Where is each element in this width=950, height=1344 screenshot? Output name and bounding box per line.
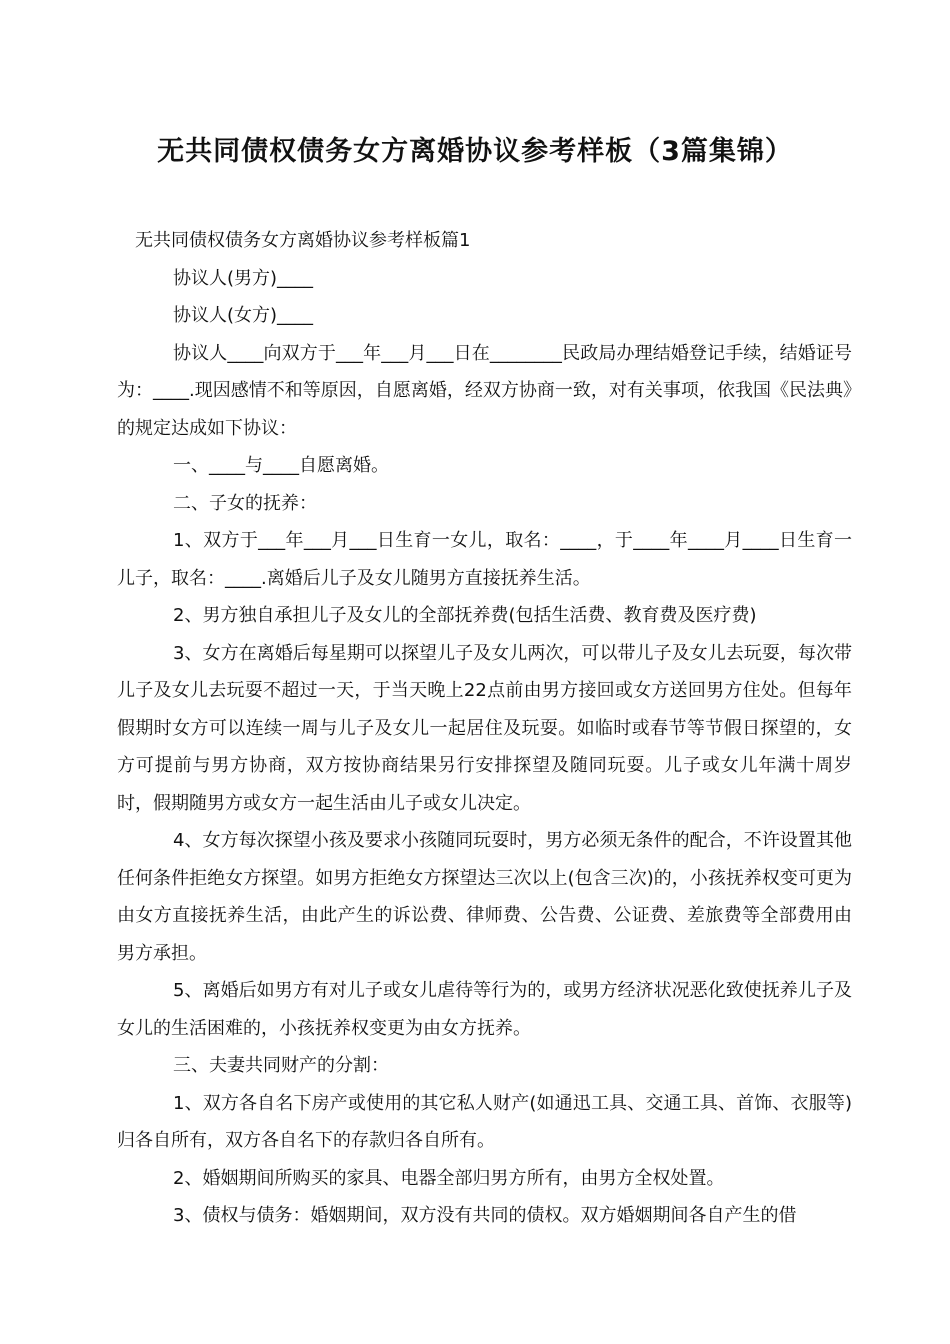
clause-3-item-1: 1、双方各自名下房产或使用的其它私人财产(如通迅工具、交通工具、首饰、衣服等)归各自所有，双方各自名下的存款归各自所有。 [117,1092,852,1151]
document-body [117,222,852,1235]
party-female-line: 协议人(女方)____ [173,305,314,326]
section-heading: 无共同债权债务女方离婚协议参考样板篇1 [135,230,471,251]
clause-2-item-5: 5、离婚后如男方有对儿子或女儿虐待等行为的，或男方经济状况恶化致使抚养儿子及女儿的生活困难的，小孩抚养权变更为由女方抚养。 [117,980,852,1039]
clause-2-heading: 二、子女的抚养： [173,492,317,514]
clause-3-item-2: 2、婚姻期间所购买的家具、电器全部归男方所有，由男方全权处置。 [173,1167,725,1189]
clause-3-item-3: 3、债权与债务：婚姻期间，双方没有共同的债权。双方婚姻期间各自产生的借 [173,1205,797,1226]
preamble-paragraph: 协议人____向双方于___年___月___日在________民政局办理结婚登记手续，结婚证号为：____.现因感情不和等原因，自愿离婚，经双方协商一致，对有关事项，依我国《民法典》的规定达成如下协议： [117,342,852,439]
clause-3-heading: 三、夫妻共同财产的分割： [173,1055,389,1076]
party-male-line: 协议人(男方)____ [173,267,314,289]
clause-2-item-1: 1、双方于___年___月___日生育一女儿，取名：____，于____年____月____日生育一儿子，取名：____.离婚后儿子及女儿随男方直接抚养生活。 [117,530,852,589]
document-title: 无共同债权债务女方离婚协议参考样板（3篇集锦） [157,136,793,167]
clause-1-divorce: 一、____与____自愿离婚。 [173,455,389,476]
clause-2-item-2: 2、男方独自承担儿子及女儿的全部抚养费(包括生活费、教育费及医疗费) [173,605,757,626]
clause-2-item-3: 3、女方在离婚后每星期可以探望儿子及女儿两次，可以带儿子及女儿去玩耍，每次带儿子及女儿去玩耍不超过一天，于当天晚上22点前由男方接回或女方送回男方住处。但每年假期时女方可以连续一周与儿子及女儿一起居住及玩耍。如临时或春节等节假日探望的，女方可提前与男方协商，双方按协商结果另行安排探望及随同玩耍。儿子或女儿年满十周岁时，假期随男方或女方一起生活由儿子或女儿决定。 [117,642,852,814]
clause-2-item-4: 4、女方每次探望小孩及要求小孩随同玩耍时，男方必须无条件的配合，不许设置其他任何条件拒绝女方探望。如男方拒绝女方探望达三次以上(包含三次)的，小孩抚养权变可更为由女方直接抚养生活，由此产生的诉讼费、律师费、公告费、公证费、差旅费等全部费用由男方承担。 [117,830,852,964]
